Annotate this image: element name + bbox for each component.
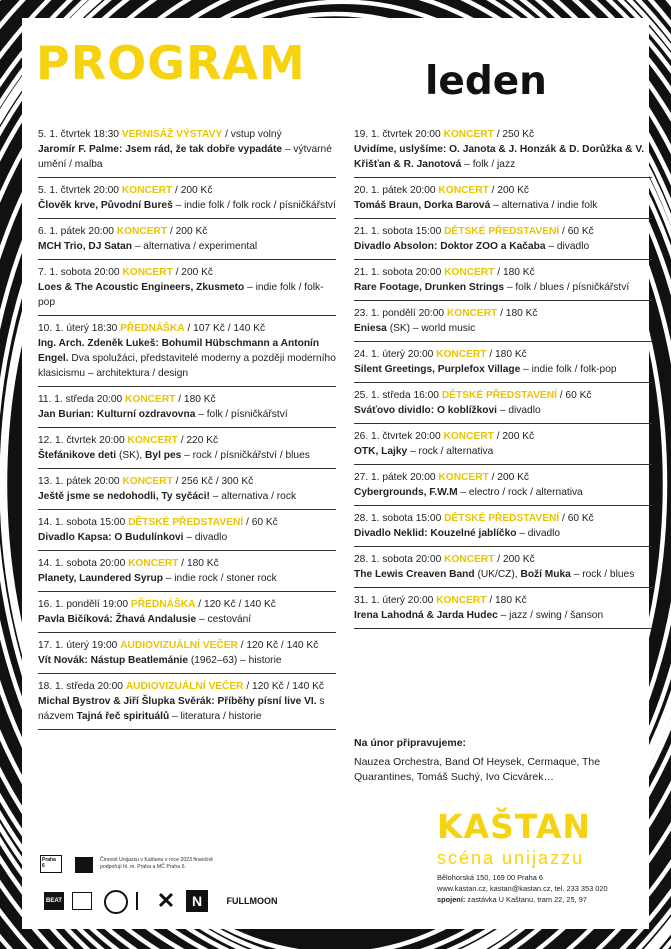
event-entry: [38, 510, 336, 551]
event-body: [354, 608, 652, 623]
event-category: KONCERT: [436, 595, 487, 606]
event-genre: – folk / písničkářství: [198, 409, 288, 420]
event-genre: – jazz / swing / šanson: [500, 610, 604, 621]
event-body: [38, 653, 336, 668]
beat-text: BEAT: [46, 898, 62, 904]
event-date: 17. 1. úterý 19:00: [38, 640, 118, 651]
event-title: The Lewis Creaven Band: [354, 569, 475, 580]
event-title: Štefánikove deti: [38, 450, 117, 461]
event-body: [38, 694, 336, 724]
event-title: Divadlo Absolon: Doktor ZOO a Kačaba: [354, 241, 546, 252]
event-genre: – historie: [240, 655, 282, 666]
event-entry: [38, 674, 336, 730]
event-entry: [38, 428, 336, 469]
event-header: [354, 265, 652, 280]
event-genre: – indie rock / stoner rock: [165, 573, 277, 584]
event-body: [354, 403, 652, 418]
event-category: KONCERT: [443, 129, 494, 140]
event-date: 19. 1. čtvrtek 20:00: [354, 129, 441, 140]
event-body: [38, 239, 336, 254]
beat-logo: [44, 892, 64, 910]
event-header: [38, 127, 336, 142]
event-header: [38, 183, 336, 198]
event-entry: [354, 383, 652, 424]
event-body: [354, 444, 652, 459]
event-genre: – alternativa / indie folk: [493, 200, 598, 211]
event-category: KONCERT: [116, 226, 168, 237]
event-date: 12. 1. čtvrtek 20:00: [38, 435, 125, 446]
event-price: / 60 Kč: [559, 390, 592, 401]
event-date: 24. 1. úterý 20:00: [354, 349, 434, 360]
event-extra: (UK/CZ),: [477, 569, 518, 580]
event-title: MCH Trio, DJ Satan: [38, 241, 132, 252]
event-genre: – divadlo: [186, 532, 228, 543]
event-genre: – world music: [412, 323, 476, 334]
event-entry: [354, 547, 652, 588]
event-date: 31. 1. úterý 20:00: [354, 595, 434, 606]
event-date: 21. 1. sobota 20:00: [354, 267, 442, 278]
event-price: / 180 Kč: [497, 267, 535, 278]
event-body: [38, 198, 336, 213]
event-header: [38, 392, 336, 407]
event-body: [354, 321, 652, 336]
event-body: [38, 407, 336, 422]
event-entry: [38, 469, 336, 510]
event-header: [38, 597, 336, 612]
event-price: / 107 Kč / 140 Kč: [187, 323, 266, 334]
event-category: DĚTSKÉ PŘEDSTAVENÍ: [441, 390, 557, 401]
event-body: [38, 280, 336, 310]
event-price: / 180 Kč: [489, 349, 527, 360]
event-entry: [38, 178, 336, 219]
event-price: / 120 Kč / 140 Kč: [240, 640, 319, 651]
event-price: / 200 Kč: [175, 267, 214, 278]
event-extra: s názvem: [38, 696, 325, 722]
event-category: DĚTSKÉ PŘEDSTAVENÍ: [128, 517, 244, 528]
event-category: AUDIOVIZUÁLNÍ VEČER: [125, 681, 244, 692]
venue-contact: www.kastan.cz, kastan@kastan.cz, tel. 233 353 020: [437, 884, 608, 893]
event-entry: [354, 342, 652, 383]
event-entry: [38, 260, 336, 316]
event-genre: – alternativa / rock: [212, 491, 297, 502]
event-category: DĚTSKÉ PŘEDSTAVENÍ: [444, 513, 560, 524]
month-title: leden: [425, 59, 547, 104]
event-entry: [38, 387, 336, 428]
event-date: 21. 1. sobota 15:00: [354, 226, 442, 237]
event-body: [354, 280, 652, 295]
event-category: PŘEDNÁŠKA: [130, 599, 196, 610]
event-date: 28. 1. sobota 20:00: [354, 554, 442, 565]
event-body: [38, 612, 336, 627]
event-price: / 256 Kč / 300 Kč: [175, 476, 254, 487]
event-price: / 60 Kč: [562, 513, 594, 524]
event-body: [354, 239, 652, 254]
event-date: 14. 1. sobota 20:00: [38, 558, 126, 569]
event-title: OTK, Lajky: [354, 446, 408, 457]
event-body: [354, 142, 652, 172]
event-body: [38, 571, 336, 586]
event-header: [354, 388, 652, 403]
event-entry: [354, 219, 652, 260]
event-category: KONCERT: [436, 349, 487, 360]
event-date: 6. 1. pátek 20:00: [38, 226, 114, 237]
praha6-logo: [40, 855, 62, 873]
event-category: KONCERT: [122, 267, 173, 278]
event-entry: [38, 551, 336, 592]
left-column: [38, 122, 336, 730]
event-date: 23. 1. pondělí 20:00: [354, 308, 445, 319]
event-category: KONCERT: [438, 185, 489, 196]
praha6-text: Praha 6: [42, 857, 56, 869]
event-genre: – cestování: [199, 614, 252, 625]
event-category: KONCERT: [127, 435, 178, 446]
event-title: Pavla Bičíková: Žhavá Andalusie: [38, 614, 197, 625]
right-column: [354, 122, 652, 629]
event-header: [354, 552, 652, 567]
event-genre: – rock / blues: [573, 569, 635, 580]
event-category: KONCERT: [121, 185, 173, 196]
event-entry: [354, 465, 652, 506]
event-header: [354, 347, 652, 362]
event-price: / 200 Kč: [496, 431, 535, 442]
event-price: / 220 Kč: [180, 435, 219, 446]
event-body: [354, 198, 652, 213]
event-title-2: Byl pes: [145, 450, 182, 461]
event-title-2: Boží Muka: [520, 569, 571, 580]
event-price: / 120 Kč / 140 Kč: [246, 681, 324, 692]
event-entry: [354, 301, 652, 342]
sponsor-logo-3: [104, 890, 128, 914]
event-entry: [354, 424, 652, 465]
event-header: [38, 556, 336, 571]
event-category: KONCERT: [446, 308, 498, 319]
event-header: [38, 515, 336, 530]
event-title: Jan Burian: Kulturní ozdravovna: [38, 409, 196, 420]
event-title: Rare Footage, Drunken Strings: [354, 282, 505, 293]
event-category: KONCERT: [438, 472, 489, 483]
page-title: PROGRAM: [36, 36, 306, 90]
event-date: 5. 1. čtvrtek 18:30: [38, 129, 119, 140]
venue-transport: [437, 894, 608, 905]
event-title-2: Tajná řeč spirituálů: [76, 711, 170, 722]
event-body: [38, 336, 336, 381]
event-title: Ještě jsme se nedohodli, Ty syčáci!: [38, 491, 210, 502]
event-header: [354, 127, 652, 142]
event-title: Michal Bystrov & Jiří Šlupka Svěrák: Příběhy písní live VI.: [38, 696, 317, 707]
event-price: / 180 Kč: [178, 394, 216, 405]
event-header: [38, 638, 336, 653]
event-date: 20. 1. pátek 20:00: [354, 185, 436, 196]
event-header: [38, 224, 336, 239]
transport-label: spojení:: [437, 895, 466, 904]
event-header: [38, 474, 336, 489]
event-header: [354, 470, 652, 485]
event-category: KONCERT: [122, 476, 173, 487]
event-price: / 120 Kč / 140 Kč: [198, 599, 276, 610]
event-body: [354, 485, 652, 500]
event-header: [38, 265, 336, 280]
sponsor-logo-2: [72, 892, 92, 910]
event-title: Divadlo Kapsa: O Budulínkovi: [38, 532, 184, 543]
event-body: [38, 448, 336, 463]
event-extra: (SK): [389, 323, 411, 334]
event-genre: – divadlo: [519, 528, 561, 539]
event-category: VERNISÁŽ VÝSTAVY: [121, 129, 223, 140]
event-date: 10. 1. úterý 18:30: [38, 323, 118, 334]
event-genre: – alternativa / experimental: [134, 241, 258, 252]
n-logo: N: [186, 890, 208, 912]
event-header: [354, 306, 652, 321]
support-text: Činnost Unijazzu v Kaštanu v roce 2023 finančně podpořují hl. m. Praha a MČ Praha 6.: [100, 857, 214, 870]
event-header: [38, 321, 336, 336]
event-entry: [354, 506, 652, 547]
transport-text: zastávka U Kaštanu, tram 22, 25, 97: [467, 895, 587, 904]
venue-logo: KAŠTAN: [437, 807, 591, 846]
event-date: 7. 1. sobota 20:00: [38, 267, 120, 278]
event-entry: [354, 260, 652, 301]
event-date: 25. 1. středa 16:00: [354, 390, 439, 401]
event-price: / 200 Kč: [491, 472, 530, 483]
event-header: [38, 433, 336, 448]
event-extra: (1962–63): [190, 655, 238, 666]
event-header: [354, 183, 652, 198]
event-price: / 180 Kč: [489, 595, 527, 606]
event-header: [354, 224, 652, 239]
event-genre: – folk / blues / písničkářství: [506, 282, 630, 293]
event-title: Člověk krve, Původní Bureš: [38, 200, 173, 211]
event-genre: – folk / jazz: [464, 159, 516, 170]
event-entry: [38, 219, 336, 260]
fullmoon-logo: [222, 894, 282, 908]
event-title: Tomáš Braun, Dorka Barová: [354, 200, 491, 211]
event-entry: [354, 588, 652, 629]
event-header: [354, 593, 652, 608]
february-text: Nauzea Orchestra, Band Of Heysek, Cermaque, The Quarantines, Tomáš Suchý, Ivo Cicvárek…: [354, 756, 601, 783]
event-price: / 200 Kč: [491, 185, 530, 196]
event-category: DĚTSKÉ PŘEDSTAVENÍ: [444, 226, 560, 237]
event-genre: – divadlo: [499, 405, 541, 416]
x-logo: ✕: [156, 888, 176, 913]
event-title: Cybergrounds, F.W.M: [354, 487, 458, 498]
event-genre: – výtvarné umění / malba: [38, 144, 332, 170]
february-heading: Na únor připravujeme:: [354, 737, 467, 749]
event-date: 27. 1. pátek 20:00: [354, 472, 436, 483]
event-genre: – indie folk / folk-pop: [523, 364, 617, 375]
event-genre: – literatura / historie: [172, 711, 262, 722]
event-price: / 180 Kč: [500, 308, 538, 319]
event-entry: [38, 633, 336, 674]
event-date: 14. 1. sobota 15:00: [38, 517, 126, 528]
venue-address-block: [437, 872, 608, 905]
event-category: KONCERT: [444, 554, 495, 565]
event-date: 26. 1. čtvrtek 20:00: [354, 431, 441, 442]
event-date: 13. 1. pátek 20:00: [38, 476, 120, 487]
event-entry: [354, 178, 652, 219]
event-title: Ing. Arch. Zdeněk Lukeš: Bohumil Hübschmann a Antonín Engel.: [38, 338, 320, 364]
event-title: Eniesa: [354, 323, 387, 334]
event-extra: (SK),: [118, 450, 143, 461]
event-title: Vít Novák: Nástup Beatlemánie: [38, 655, 189, 666]
event-entry: [38, 592, 336, 633]
sponsor-logo-4: [136, 892, 148, 910]
event-title: Uvidíme, uslyšíme: O. Janota & J. Honzák & D. Dorůžka & V. Křišťan & R. Janotová: [354, 144, 645, 170]
event-price: / 60 Kč: [562, 226, 594, 237]
event-category: KONCERT: [125, 394, 176, 405]
event-title: Silent Greetings, Purplefox Village: [354, 364, 521, 375]
event-genre: – divadlo: [548, 241, 590, 252]
event-price: / 60 Kč: [246, 517, 278, 528]
event-title: Loes & The Acoustic Engineers, Zkusmeto: [38, 282, 245, 293]
event-category: KONCERT: [128, 558, 179, 569]
event-body: [38, 142, 336, 172]
event-title: Planety, Laundered Syrup: [38, 573, 163, 584]
event-date: 11. 1. středa 20:00: [38, 394, 123, 405]
event-genre: – indie folk / folk rock / písničkářství: [175, 200, 336, 211]
event-genre: – indie folk / folk-pop: [38, 282, 324, 308]
event-price: / vstup volný: [225, 129, 282, 140]
event-header: [354, 429, 652, 444]
event-date: 5. 1. čtvrtek 20:00: [38, 185, 119, 196]
event-genre: – rock / alternativa: [410, 446, 494, 457]
event-genre: – rock / písničkářství / blues: [184, 450, 310, 461]
event-price: / 250 Kč: [496, 129, 535, 140]
event-header: [38, 679, 336, 694]
venue-subtitle: scéna unijazzu: [437, 848, 585, 868]
event-category: AUDIOVIZUÁLNÍ VEČER: [120, 640, 238, 651]
event-date: 16. 1. pondělí 19:00: [38, 599, 129, 610]
venue-address: Bělohorská 150, 169 00 Praha 6: [437, 873, 544, 882]
event-body: [354, 362, 652, 377]
event-price: / 200 Kč: [497, 554, 535, 565]
event-entry: [354, 122, 652, 178]
event-body: [354, 567, 652, 582]
event-description: Dva spolužáci, představitelé moderny a později moderního klasicismu: [38, 353, 336, 379]
event-body: [38, 489, 336, 504]
event-title: Jaromír F. Palme: Jsem rád, že tak dobře vypadáte: [38, 144, 283, 155]
event-title: Divadlo Neklid: Kouzelné jablíčko: [354, 528, 517, 539]
event-genre: – architektura / design: [87, 368, 189, 379]
event-header: [354, 511, 652, 526]
event-category: KONCERT: [444, 267, 495, 278]
event-price: / 200 Kč: [169, 226, 208, 237]
event-body: [354, 526, 652, 541]
event-genre: – electro / rock / alternativa: [460, 487, 583, 498]
event-date: 18. 1. středa 20:00: [38, 681, 123, 692]
event-title: Irena Lahodná & Jarda Hudec: [354, 610, 498, 621]
event-category: PŘEDNÁŠKA: [120, 323, 185, 334]
event-title: Sváťovo dividlo: O koblížkovi: [354, 405, 498, 416]
event-entry: [38, 122, 336, 178]
event-entry: [38, 316, 336, 387]
fullmoon-text: FULLMOON: [226, 896, 278, 906]
february-notice: [354, 736, 654, 785]
event-date: 28. 1. sobota 15:00: [354, 513, 442, 524]
event-price: / 200 Kč: [175, 185, 213, 196]
praha-logo: [75, 857, 93, 873]
event-category: KONCERT: [443, 431, 494, 442]
event-price: / 180 Kč: [181, 558, 219, 569]
event-body: [38, 530, 336, 545]
